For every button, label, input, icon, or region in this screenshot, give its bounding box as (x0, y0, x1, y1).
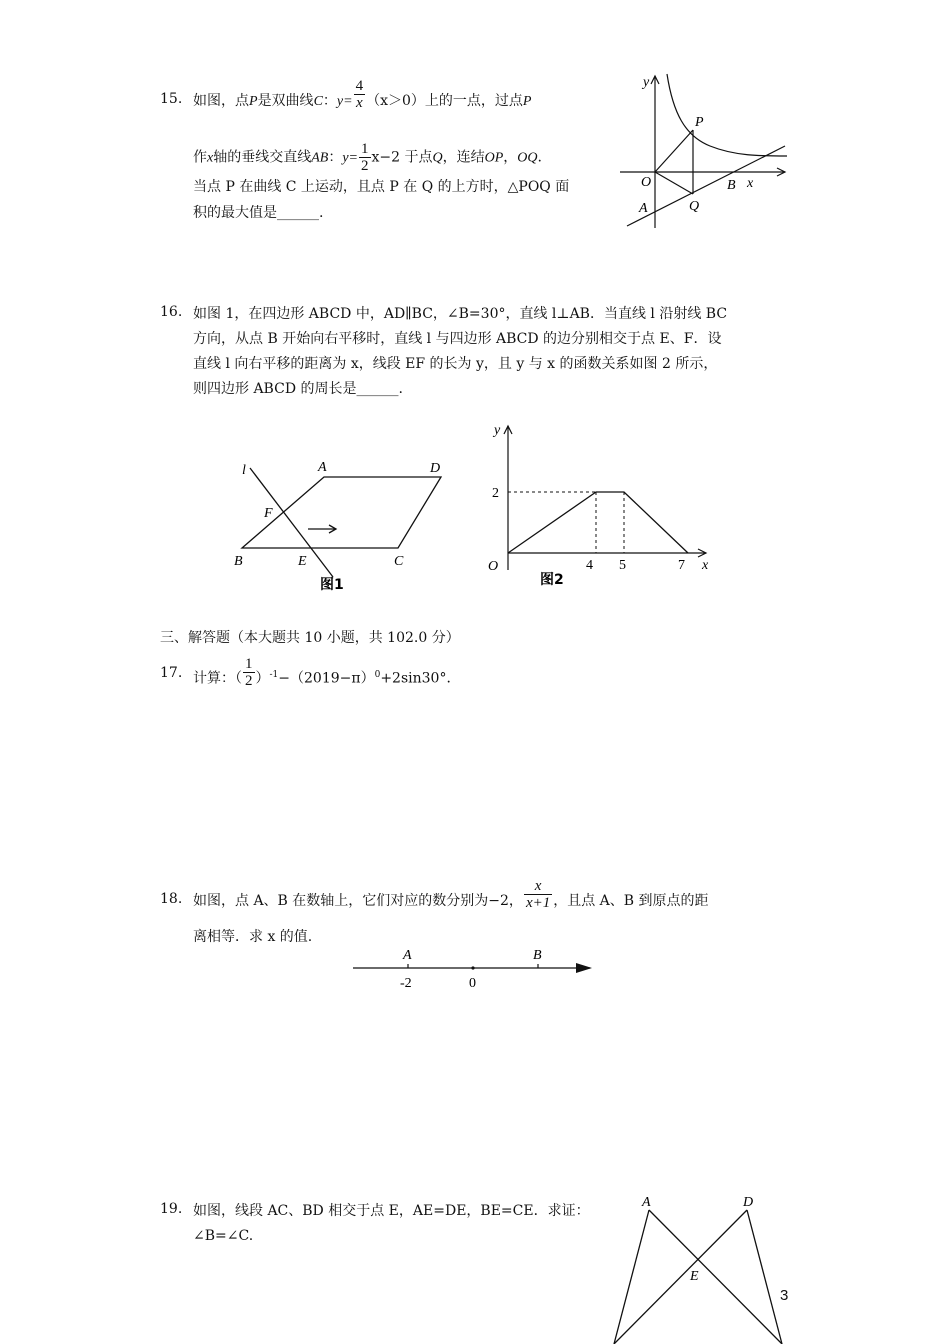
segment-oq (655, 172, 693, 194)
label-d: D (743, 1195, 754, 1210)
origin-point (471, 966, 474, 969)
q17-expression: 计算：（ $\frac{1}{2}$ ）$^{-1}-(2019-\pi)^0+2\sin 30^\circ$． (193, 656, 461, 690)
segment-ab (614, 1210, 649, 1344)
label-p: P (695, 115, 704, 130)
page-number: 3 (780, 1287, 789, 1304)
label-e: E (690, 1269, 699, 1284)
tick-label-2: 2 (492, 486, 499, 501)
q15-line-1: 如图，点P是双曲线C：y= $\frac{4}{x}$ （x＞0）上的一点，过点P (193, 77, 532, 111)
label-x: x (747, 176, 754, 191)
label-q: Q (689, 199, 700, 214)
section-header: 三、解答题（本大题共 10 小题，共 102.0 分） (160, 630, 460, 646)
segment-dc (747, 1210, 782, 1344)
hyperbola-curve (667, 74, 787, 156)
tick-label-4: 4 (586, 558, 593, 573)
label-y: y (643, 75, 650, 90)
q16-line-1: 如图 1，在四边形 ABCD 中，AD∥BC，∠B=30°，直线 l⊥AB．当直线 l 沿射线 BC (193, 306, 728, 322)
function-graph (508, 492, 688, 553)
segment-ac (649, 1210, 782, 1344)
q18-number-line (350, 943, 600, 993)
label-a: A (639, 201, 648, 216)
label-e: E (298, 554, 307, 569)
label-o: O (641, 175, 652, 190)
q16-figure-1-quadrilateral (228, 455, 458, 600)
label-b: B (234, 554, 243, 569)
q16-line-4: 则四边形 ABCD 的周长是______. (193, 381, 403, 397)
question-number: 17. (160, 665, 183, 681)
label-o: O (488, 559, 499, 574)
line-l (250, 468, 333, 577)
figure-caption: 图2 (540, 572, 564, 588)
segment-op (655, 130, 693, 172)
label-y: y (494, 423, 501, 438)
label-a: A (642, 1195, 651, 1210)
question-number: 19. (160, 1201, 183, 1217)
q19-line-2: ∠B=∠C. (193, 1228, 254, 1244)
label-b: B (727, 178, 736, 193)
tick-label-5: 5 (619, 558, 626, 573)
q18-line-2: 离相等．求 x 的值. (193, 929, 313, 945)
q15-line-4: 积的最大值是______. (193, 205, 324, 221)
label-a: A (318, 460, 327, 475)
q15-line-3: 当点 P 在曲线 C 上运动，且点 P 在 Q 的上方时，△POQ 面 (193, 179, 570, 195)
q19-figure-crossing-segments (600, 1188, 800, 1344)
label-d: D (430, 461, 441, 476)
arrow-right-icon (576, 963, 592, 973)
fraction: $\frac{1}{2}$ (361, 141, 369, 174)
q15-figure-hyperbola (615, 68, 795, 233)
label-a: A (403, 948, 412, 963)
tick-label-minus-2: -2 (400, 976, 412, 991)
question-number: 18. (160, 891, 183, 907)
q19-line-1: 如图，线段 AC、BD 相交于点 E，AE=DE，BE=CE．求证： (193, 1203, 590, 1219)
question-number: 15. (160, 91, 183, 107)
q16-figure-2-graph (484, 420, 719, 592)
tick-label-0: 0 (469, 976, 476, 991)
question-number: 16. (160, 304, 183, 320)
fraction: $\frac{1}{2}$ (245, 656, 253, 690)
q16-line-3: 直线 l 向右平移的距离为 x，线段 EF 的长为 y，且 y 与 x 的函数关系如图 2 所示， (193, 356, 718, 372)
fraction: $\frac{4}{x}$ (355, 77, 364, 111)
q18-line-1: 如图，点 A、B 在数轴上，它们对应的数分别为−2， $\frac{x}{x+1}$ ，且点 A、B 到原点的距 (193, 877, 709, 911)
figure-caption: 图1 (320, 577, 344, 593)
label-l: l (242, 463, 246, 478)
label-x: x (702, 558, 709, 573)
label-f: F (264, 506, 273, 521)
tick-label-7: 7 (678, 558, 685, 573)
segment-db (614, 1210, 747, 1344)
label-b: B (533, 948, 542, 963)
fraction: $\frac{x}{x+1}$ (525, 877, 551, 911)
label-c: C (394, 554, 404, 569)
q16-line-2: 方向，从点 B 开始向右平移时，直线 l 与四边形 ABCD 的边分别相交于点 E、F．设 (193, 331, 722, 347)
q15-line-2: 作x轴的垂线交直线AB：y= $\frac{1}{2}$ x−2 于点Q，连结OP，OQ. (193, 141, 542, 174)
